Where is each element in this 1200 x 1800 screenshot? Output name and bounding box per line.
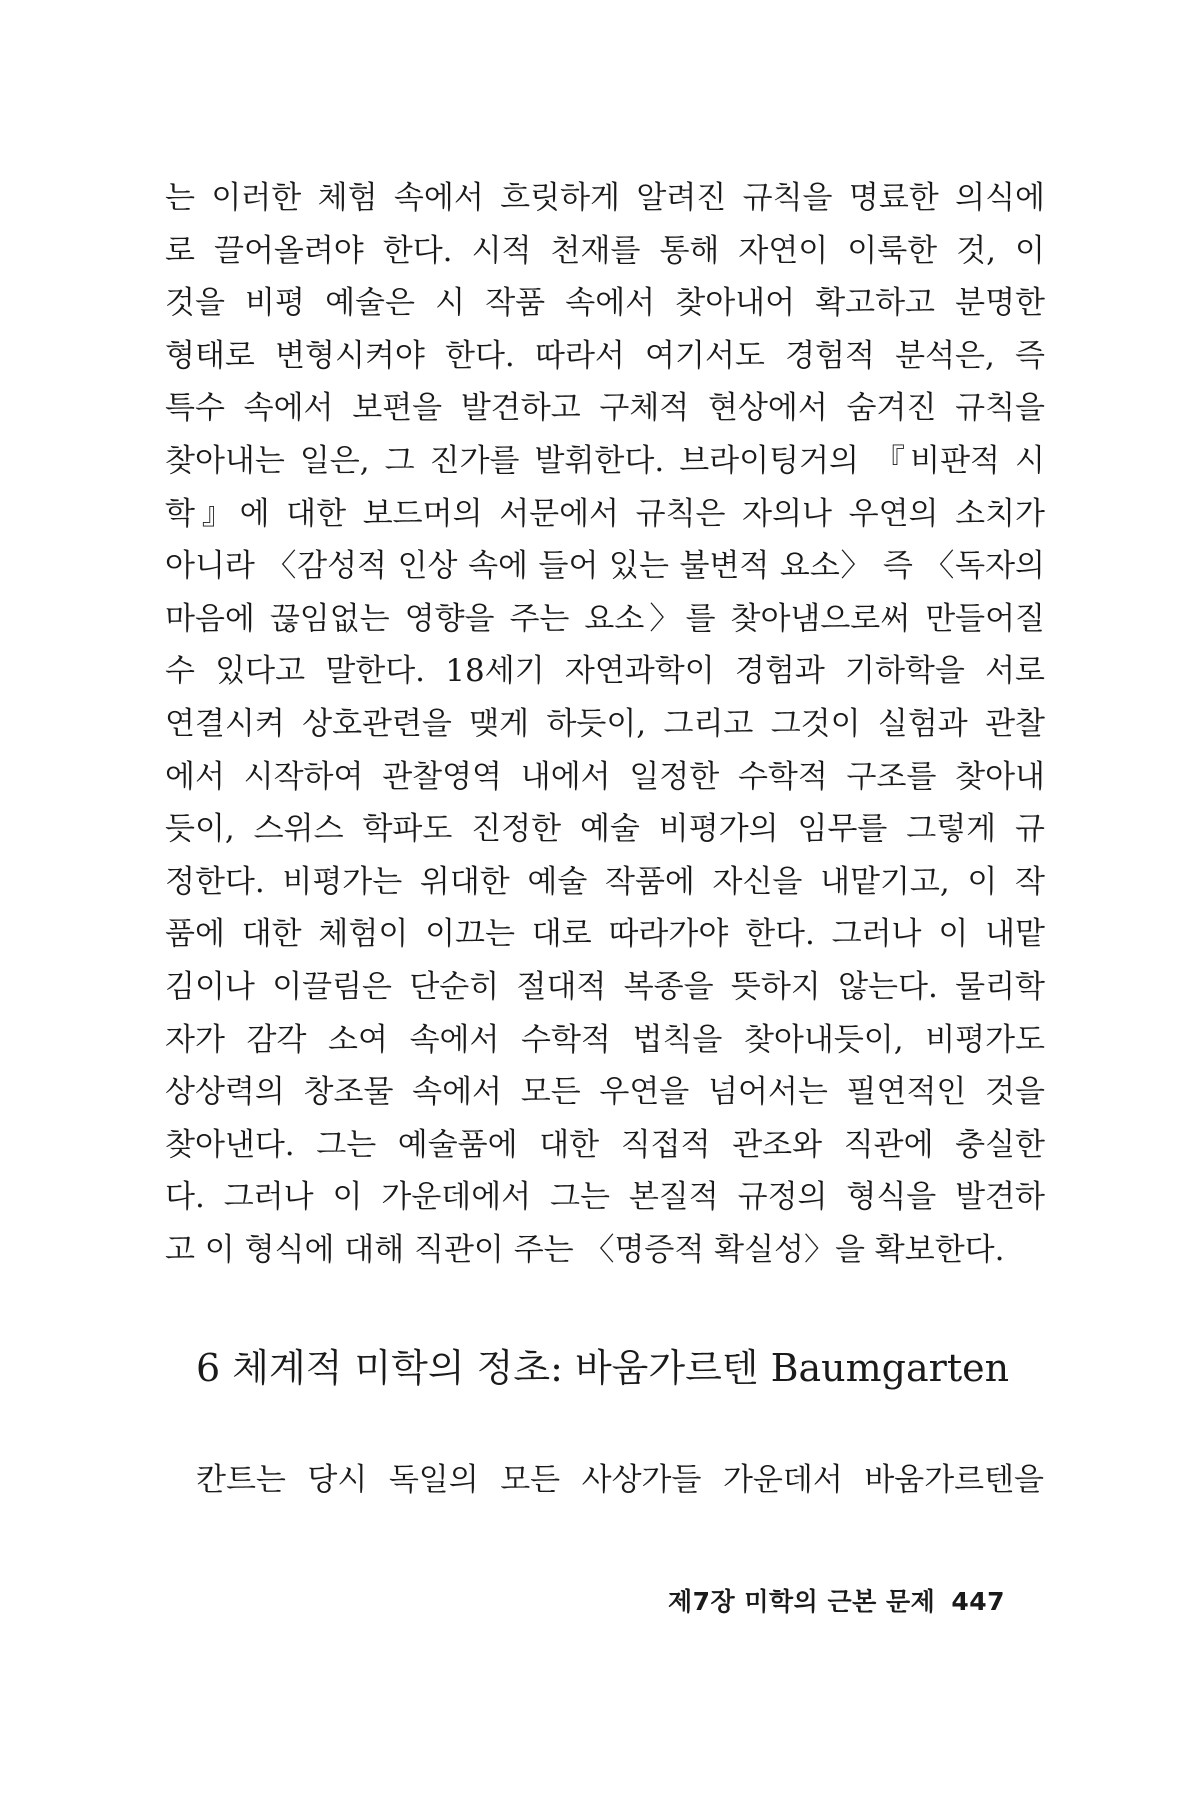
section-paragraph bbox=[196, 1458, 1044, 1511]
text-line: 아니라 〈감성적 인상 속에 들어 있는 불변적 요소〉 즉 〈독자의 bbox=[165, 548, 1045, 585]
page-number: 447 bbox=[951, 1587, 1005, 1616]
text-line: 는 이러한 체험 속에서 흐릿하게 알려진 규칙을 명료한 의식에 bbox=[165, 180, 1045, 216]
text-line: 듯이, 스위스 학파도 진정한 예술 비평가의 임무를 그렇게 규 bbox=[165, 811, 1045, 848]
text-line: 것을 비평 예술은 시 작품 속에서 찾아내어 확고하고 분명한 bbox=[165, 285, 1045, 322]
text-line: 형태로 변형시켜야 한다. 따라서 여기서도 경험적 분석은, 즉 bbox=[165, 337, 1045, 374]
text-line: 정한다. 비평가는 위대한 예술 작품에 자신을 내맡기고, 이 작 bbox=[165, 863, 1045, 900]
text-line: 상상력의 창조물 속에서 모든 우연을 넘어서는 필연적인 것을 bbox=[165, 1074, 1045, 1111]
section-heading: 6 체계적 미학의 정초: 바움가르텐 Baumgarten bbox=[196, 1346, 1010, 1390]
text-line: 학』에 대한 보드머의 서문에서 규칙은 자의나 우연의 소치가 bbox=[165, 495, 1045, 532]
running-footer bbox=[668, 1582, 1005, 1622]
text-line: 자가 감각 소여 속에서 수학적 법칙을 찾아내듯이, 비평가도 bbox=[165, 1021, 1045, 1058]
text-line: 품에 대한 체험이 이끄는 대로 따라가야 한다. 그러나 이 내맡 bbox=[165, 916, 1045, 953]
text-line: 다. 그러나 이 가운데에서 그는 본질적 규정의 형식을 발견하 bbox=[165, 1179, 1045, 1216]
text-line: 연결시켜 상호관련을 맺게 하듯이, 그리고 그것이 실험과 관찰 bbox=[165, 705, 1045, 742]
text-line: 에서 시작하여 관찰영역 내에서 일정한 수학적 구조를 찾아내 bbox=[165, 758, 1045, 795]
text-line: 칸트는 당시 독일의 모든 사상가들 가운데서 바움가르텐을 bbox=[196, 1462, 1044, 1498]
text-line: 마음에 끊임없는 영향을 주는 요소〉를 찾아냄으로써 만들어질 bbox=[165, 600, 1045, 637]
text-line: 로 끌어올려야 한다. 시적 천재를 통해 자연이 이룩한 것, 이 bbox=[165, 232, 1045, 269]
text-line: 김이나 이끌림은 단순히 절대적 복종을 뜻하지 않는다. 물리학 bbox=[165, 968, 1045, 1005]
running-title: 제7장 미학의 근본 문제 bbox=[667, 1587, 936, 1616]
text-line: 특수 속에서 보편을 발견하고 구체적 현상에서 숨겨진 규칙을 bbox=[165, 390, 1045, 427]
text-line: 고 이 형식에 대해 직관이 주는 〈명증적 확실성〉을 확보한다. bbox=[165, 1231, 1005, 1268]
text-line: 수 있다고 말한다. 18세기 자연과학이 경험과 기하학을 서로 bbox=[165, 653, 1045, 690]
body-paragraph bbox=[165, 176, 1045, 1280]
text-line: 찾아낸다. 그는 예술품에 대한 직접적 관조와 직관에 충실한 bbox=[165, 1126, 1045, 1163]
text-line: 찾아내는 일은, 그 진가를 발휘한다. 브라이팅거의 『비판적 시 bbox=[165, 442, 1045, 479]
